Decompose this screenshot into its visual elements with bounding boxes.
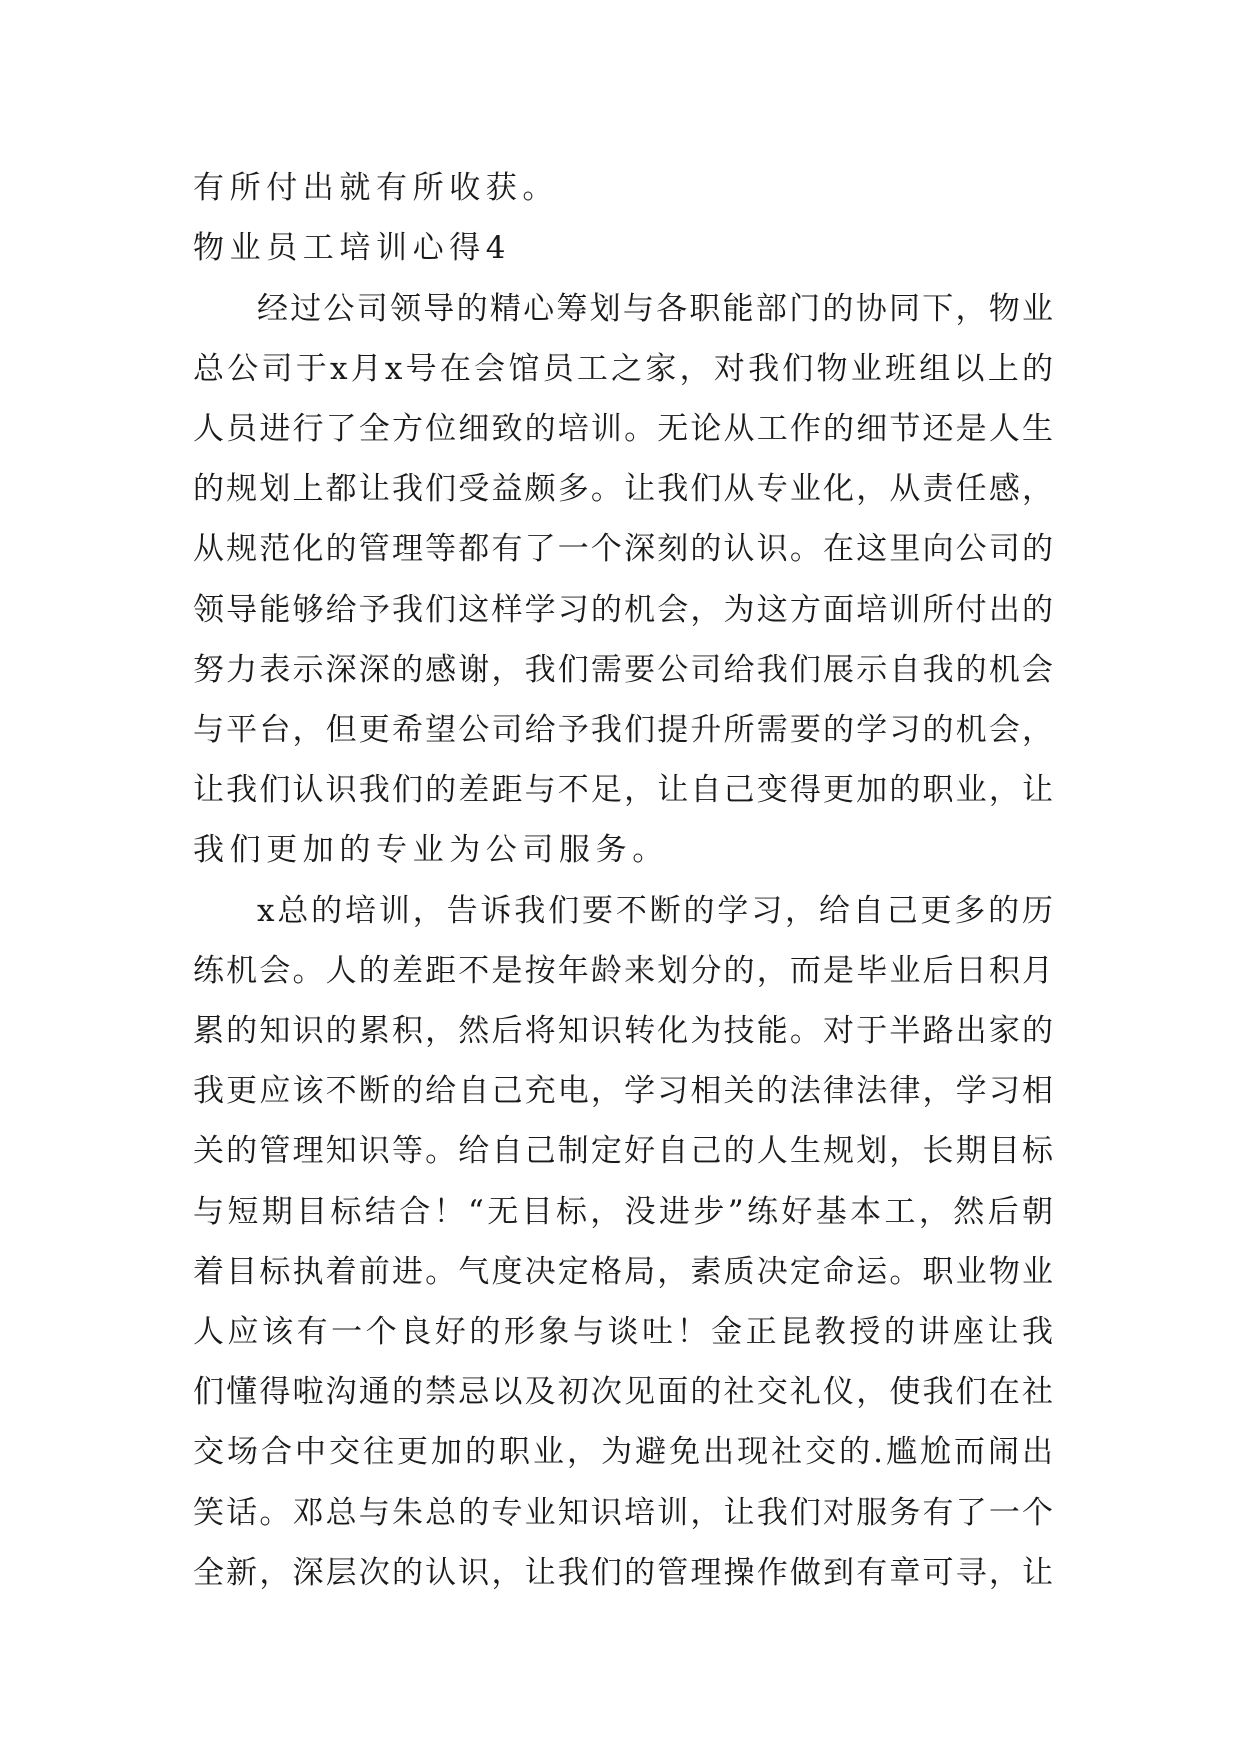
paragraph-line: 关的管理知识等。给自己制定好自己的人生规划，长期目标 xyxy=(193,1133,1053,1169)
paragraph-line: 与平台，但更希望公司给予我们提升所需要的学习的机会， xyxy=(193,712,1053,748)
paragraph-line: 与短期目标结合！“无目标，没进步”练好基本工，然后朝 xyxy=(193,1194,1053,1230)
paragraph-line: 笑话。邓总与朱总的专业知识培训，让我们对服务有了一个 xyxy=(193,1495,1053,1531)
paragraph-line: 努力表示深深的感谢，我们需要公司给我们展示自我的机会 xyxy=(193,652,1053,688)
paragraph-line: 交场合中交往更加的职业，为避免出现社交的.尴尬而闹出 xyxy=(193,1434,1053,1470)
paragraph-line: 着目标执着前进。气度决定格局，素质决定命运。职业物业 xyxy=(193,1254,1053,1290)
paragraph-line: 领导能够给予我们这样学习的机会，为这方面培训所付出的 xyxy=(193,592,1053,628)
paragraph-line: 我们更加的专业为公司服务。 xyxy=(193,832,669,868)
paragraph-line: 们懂得啦沟通的禁忌以及初次见面的社交礼仪，使我们在社 xyxy=(193,1374,1053,1410)
paragraph-line: 人应该有一个良好的形象与谈吐！金正昆教授的讲座让我 xyxy=(193,1314,1053,1350)
paragraph-line: 经过公司领导的精心筹划与各职能部门的协同下，物业 xyxy=(257,291,1053,327)
paragraph-line: 让我们认识我们的差距与不足，让自己变得更加的职业，让 xyxy=(193,772,1053,808)
paragraph-line: 总公司于x月x号在会馆员工之家，对我们物业班组以上的 xyxy=(193,351,1053,387)
section-heading: 物业员工培训心得4 xyxy=(193,230,512,266)
paragraph-line: 的规划上都让我们受益颇多。让我们从专业化，从责任感， xyxy=(193,471,1053,507)
paragraph-line: 有所付出就有所收获。 xyxy=(193,170,559,206)
paragraph-line: 累的知识的累积，然后将知识转化为技能。对于半路出家的 xyxy=(193,1013,1053,1049)
paragraph-line: 我更应该不断的给自己充电，学习相关的法律法律，学习相 xyxy=(193,1073,1053,1109)
paragraph-line: x总的培训，告诉我们要不断的学习，给自己更多的历 xyxy=(257,893,1053,929)
paragraph-line: 从规范化的管理等都有了一个深刻的认识。在这里向公司的 xyxy=(193,531,1053,567)
paragraph-line: 练机会。人的差距不是按年龄来划分的，而是毕业后日积月 xyxy=(193,953,1053,989)
paragraph-line: 人员进行了全方位细致的培训。无论从工作的细节还是人生 xyxy=(193,411,1053,447)
paragraph-line: 全新，深层次的认识，让我们的管理操作做到有章可寻，让 xyxy=(193,1555,1053,1591)
